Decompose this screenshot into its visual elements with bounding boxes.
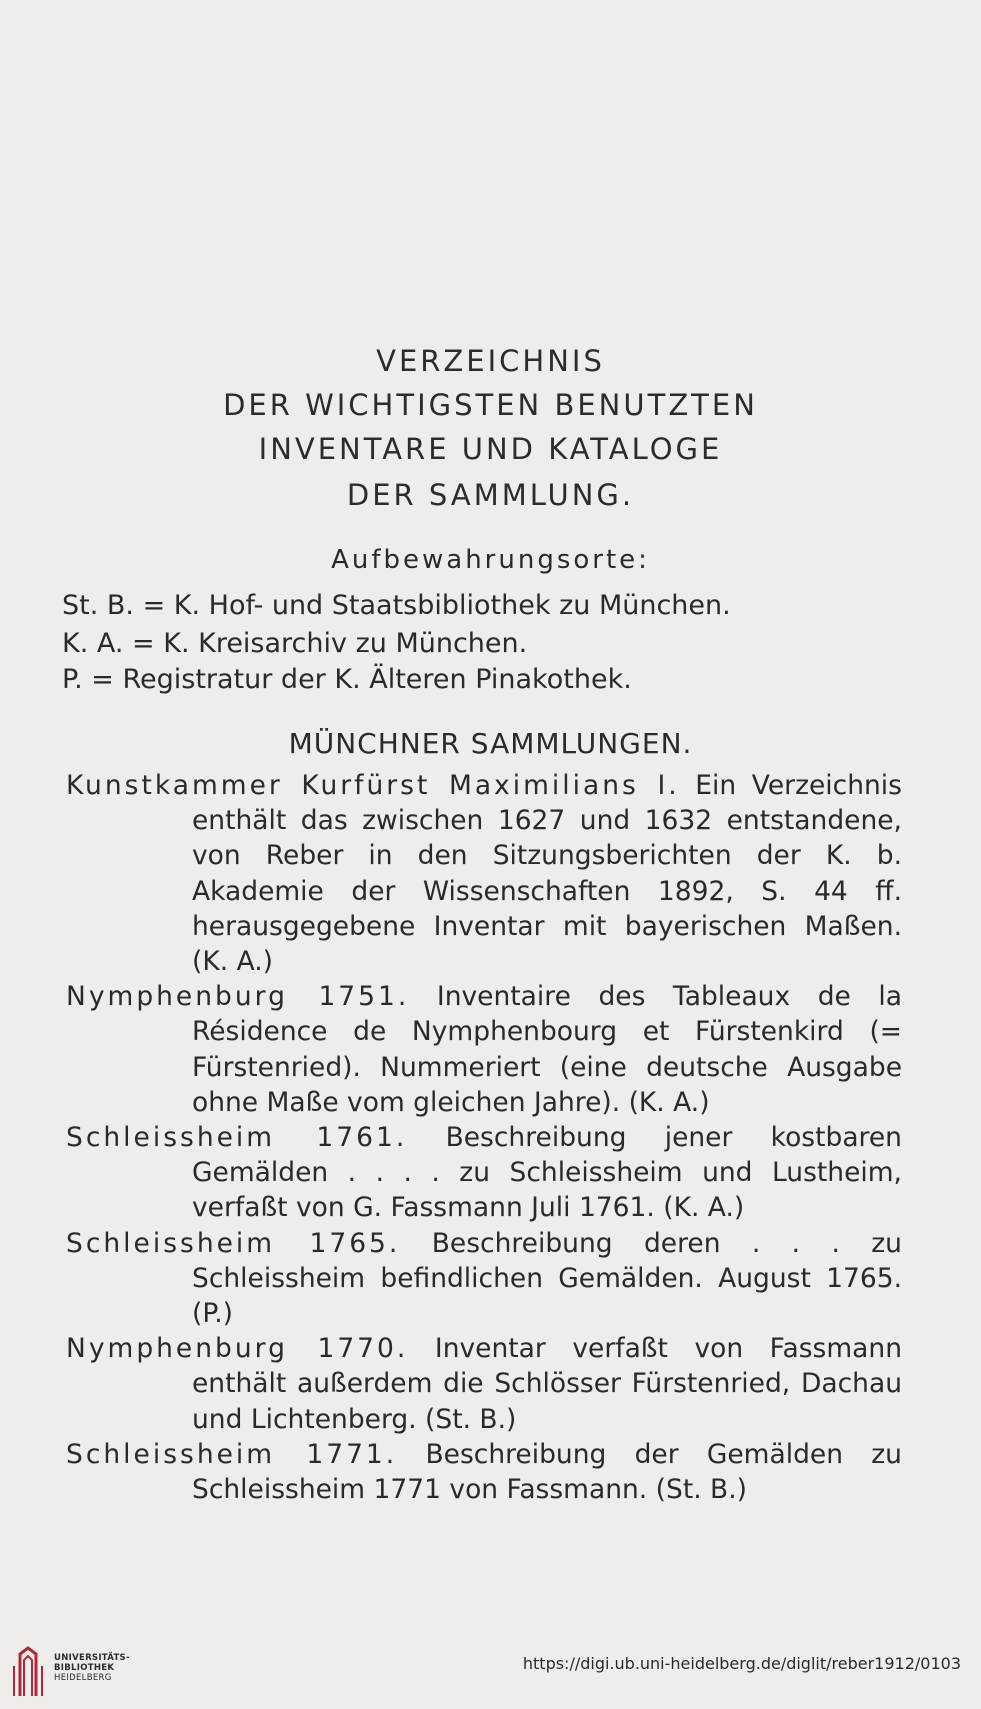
logo-line-3: HEIDELBERG (54, 1673, 112, 1683)
logo-line-2: BIBLIOTHEK (54, 1663, 115, 1673)
heading-line-2: DER WICHTIGSTEN BENUTZTEN (223, 388, 758, 422)
storage-item: P. = Registratur der K. Älteren Pinakothek. (62, 664, 632, 695)
inventory-entry (66, 1437, 902, 1507)
entry-text: Beschreibung der Gemälden zu Schleissheim 1771 von Fassmann. (St. B.) (192, 1438, 902, 1506)
entry-head: Schleissheim 1761. (66, 1122, 408, 1154)
heading-line-1: VERZEICHNIS (376, 344, 605, 378)
inventory-entry (66, 1226, 902, 1332)
heading-line-4: DER SAMMLUNG. (346, 478, 635, 512)
entry-text: Inventaire des Tableaux de la Résidence de Nymphenbourg et Fürstenkird (= Fürstenried). Nummeriert (eine deutsche Ausgabe ohne Maße vom gleichen Jahre). (K. A.) (192, 981, 902, 1118)
heading-line-3: INVENTARE UND KATALOGE (258, 432, 723, 466)
inventory-entry (66, 1120, 902, 1226)
entry-text: Inventar verfaßt von Fassmann enthält außerdem die Schlösser Fürstenried, Dachau und Lichtenberg. (St. B.) (192, 1333, 902, 1435)
entry-text: Ein Verzeichnis enthält das zwischen 1627 und 1632 entstandene, von Reber in den Sitzungsberichten der K. b. Akademie der Wissenschaften 1892, S. 44 ff. herausgegebene Inventar mit bayerischen Maßen. (K. A.) (192, 770, 902, 978)
entry-head: Nymphenburg 1751. (66, 981, 410, 1013)
library-logo-icon (10, 1644, 46, 1698)
storage-title: Aufbewahrungsorte: (331, 545, 650, 575)
library-logo-text (54, 1653, 130, 1683)
logo-line-1: UNIVERSITÄTS- (54, 1653, 130, 1663)
entry-head: Schleissheim 1771. (66, 1438, 398, 1470)
inventory-list (66, 768, 902, 1507)
inventory-entry (66, 979, 902, 1120)
entry-head: Nymphenburg 1770. (66, 1333, 409, 1365)
entry-head: Schleissheim 1765. (66, 1227, 401, 1259)
section-title: MÜNCHNER SAMMLUNGEN. (288, 727, 693, 760)
entry-head: Kunstkammer Kurfürst Maximilians I. (66, 770, 680, 801)
entry-text: Beschreibung deren . . . zu Schleissheim befindlichen Gemälden. August 1765. (P.) (192, 1227, 902, 1330)
inventory-entry (66, 1331, 902, 1437)
entry-text: Beschreibung jener kostbaren Gemälden . . . . zu Schleissheim und Lustheim, verfaßt von G. Fassmann Juli 1761. (K. A.) (192, 1122, 902, 1224)
storage-item: St. B. = K. Hof- und Staatsbibliothek zu München. (62, 590, 731, 621)
storage-item: K. A. = K. Kreisarchiv zu München. (62, 628, 528, 659)
inventory-entry (66, 768, 902, 979)
library-logo[interactable] (10, 1644, 160, 1700)
source-url-link[interactable]: https://digi.ub.uni-heidelberg.de/diglit/reber1912/0103 (522, 1654, 961, 1673)
